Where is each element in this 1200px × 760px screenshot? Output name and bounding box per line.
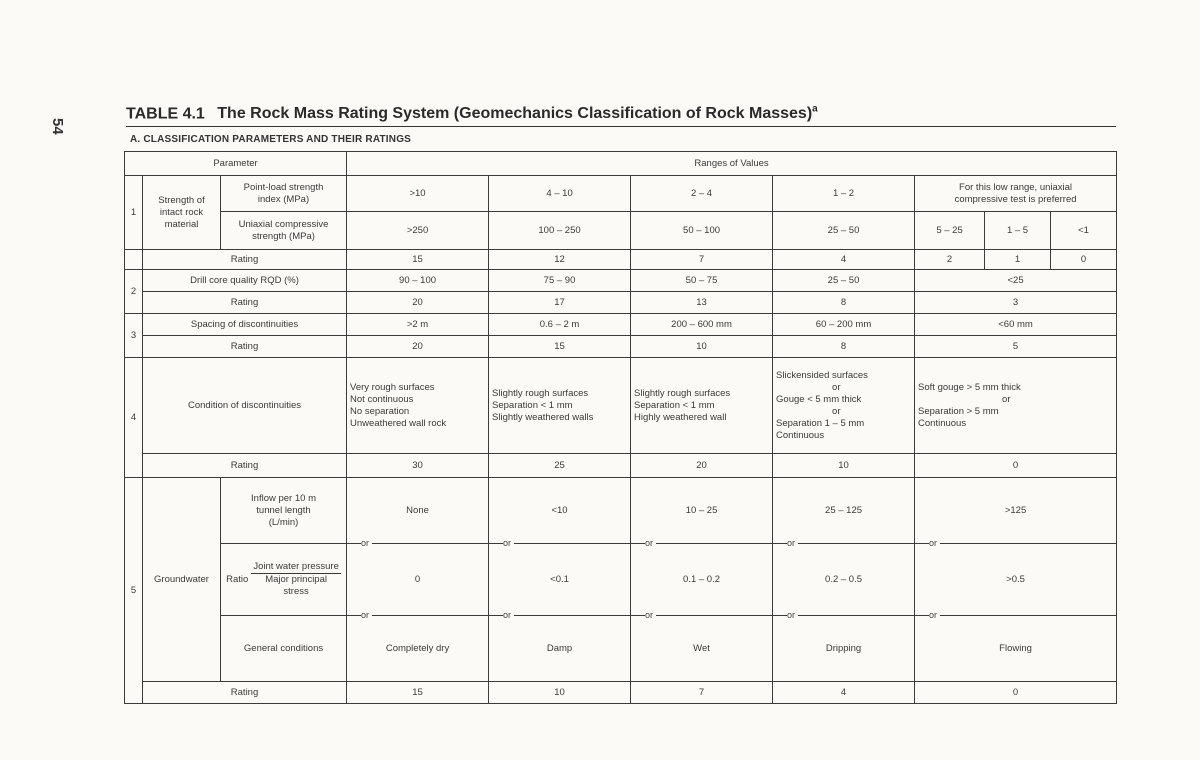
p1-ucs-value: 5 – 25 xyxy=(915,212,985,250)
p3-rating: 15 xyxy=(489,336,631,358)
label-line: (L/min) xyxy=(268,516,299,528)
p1-name-line: intact rock xyxy=(159,206,204,218)
condition-line: Separation > 5 mm xyxy=(918,405,999,417)
p5-ratio-value xyxy=(489,544,631,620)
p3-value: 200 – 600 mm xyxy=(631,314,773,336)
p5-inflow-value xyxy=(631,478,773,548)
p4-condition-1 xyxy=(347,358,489,454)
condition-line: Gouge < 5 mm thick xyxy=(776,393,862,405)
condition-line: Slightly rough surfaces xyxy=(634,387,731,399)
p1-ucs-label xyxy=(221,212,347,250)
or-label: or xyxy=(929,609,940,621)
p4-condition-3 xyxy=(631,358,773,454)
value-text: >0.5 xyxy=(1006,573,1025,585)
condition-line: Slightly weathered walls xyxy=(492,411,594,423)
p1-name-line: Strength of xyxy=(158,194,205,206)
p5-ratio-value xyxy=(347,544,489,620)
section-heading: A. CLASSIFICATION PARAMETERS AND THEIR RATINGS xyxy=(130,134,412,145)
condition-line: Slightly rough surfaces xyxy=(492,387,589,399)
p5-ratio-value xyxy=(631,544,773,620)
p3-value: 60 – 200 mm xyxy=(773,314,915,336)
p2-rating: 8 xyxy=(773,292,915,314)
or-label: or xyxy=(787,537,798,549)
condition-line: Separation < 1 mm xyxy=(492,399,573,411)
p5-rating: 7 xyxy=(631,682,773,704)
p2-rating: 20 xyxy=(347,292,489,314)
p3-name: Spacing of discontinuities xyxy=(143,314,347,336)
value-text: 0.1 – 0.2 xyxy=(683,573,721,585)
rating-label: Rating xyxy=(143,292,347,314)
value-text: 0.2 – 0.5 xyxy=(825,573,863,585)
p5-rating: 10 xyxy=(489,682,631,704)
page-number: 54 xyxy=(49,118,66,135)
p4-rating: 10 xyxy=(773,454,915,478)
table-title-text: The Rock Mass Rating System (Geomechanics Classification of Rock Masses) xyxy=(217,105,813,123)
p1-rating: 0 xyxy=(1051,250,1117,270)
condition-line: Soft gouge > 5 mm thick xyxy=(918,381,1021,393)
p4-rating: 0 xyxy=(915,454,1117,478)
label-line: Uniaxial compressive xyxy=(238,218,329,230)
p5-general-value: Damp xyxy=(489,616,631,682)
p5-number: 5 xyxy=(125,478,143,704)
p4-condition-2 xyxy=(489,358,631,454)
p2-value: <25 xyxy=(915,270,1117,292)
p1-rating: 4 xyxy=(773,250,915,270)
condition-line: Not continuous xyxy=(350,393,414,405)
header-parameter: Parameter xyxy=(125,152,347,176)
p4-number: 4 xyxy=(125,358,143,478)
or-label: or xyxy=(361,537,372,549)
p2-value: 75 – 90 xyxy=(489,270,631,292)
rating-label: Rating xyxy=(143,682,347,704)
label-line: index (MPa) xyxy=(257,193,310,205)
header-row xyxy=(125,152,1117,176)
condition-line: or xyxy=(1002,393,1011,405)
p5-rating: 0 xyxy=(915,682,1117,704)
condition-line: Continuous xyxy=(776,429,825,441)
p4-condition-5 xyxy=(915,358,1117,454)
p5-ratio-value xyxy=(773,544,915,620)
p3-rating-row xyxy=(125,336,1117,358)
or-label: or xyxy=(645,609,656,621)
rating-label: Rating xyxy=(143,336,347,358)
table-title-row xyxy=(126,104,1116,127)
p3-row xyxy=(125,314,1117,336)
p5-inflow-value xyxy=(489,478,631,548)
condition-line: Separation < 1 mm xyxy=(634,399,715,411)
condition-line: or xyxy=(832,405,841,417)
p3-rating: 20 xyxy=(347,336,489,358)
p4-rating: 30 xyxy=(347,454,489,478)
header-ranges: Ranges of Values xyxy=(347,152,1117,176)
title-footnote-marker: a xyxy=(812,104,818,115)
or-label: or xyxy=(645,537,656,549)
p5-inflow-label xyxy=(221,478,347,544)
p2-rating: 17 xyxy=(489,292,631,314)
ratio-fraction xyxy=(251,561,341,598)
ratio-word: Ratio xyxy=(226,573,249,585)
condition-line: Highly weathered wall xyxy=(634,411,727,423)
value-text: 10 – 25 xyxy=(685,504,718,516)
condition-line: Slickensided surfaces xyxy=(776,369,868,381)
p3-value: <60 mm xyxy=(915,314,1117,336)
p2-name: Drill core quality RQD (%) xyxy=(143,270,347,292)
p1-rating: 1 xyxy=(985,250,1051,270)
value-text: 25 – 125 xyxy=(825,504,863,516)
or-label: or xyxy=(503,609,514,621)
rmr-table xyxy=(124,151,1117,704)
value-text: >125 xyxy=(1004,504,1027,516)
p2-value: 50 – 75 xyxy=(631,270,773,292)
p2-number: 2 xyxy=(125,270,143,314)
p5-rating-row xyxy=(125,682,1117,704)
condition-line: or xyxy=(832,381,841,393)
p1-point-load-value: >10 xyxy=(347,176,489,212)
p3-number: 3 xyxy=(125,314,143,358)
table-label: TABLE 4.1 xyxy=(126,105,205,123)
p4-row xyxy=(125,358,1117,454)
rating-label: Rating xyxy=(143,250,347,270)
p5-general-value: Dripping xyxy=(773,616,915,682)
p5-rating: 4 xyxy=(773,682,915,704)
p5-ratio-row xyxy=(125,544,1117,616)
p1-name-line: material xyxy=(164,218,199,230)
p2-rating: 3 xyxy=(915,292,1117,314)
p5-general-value: Completely dry xyxy=(347,616,489,682)
note-line: For this low range, uniaxial xyxy=(959,181,1073,193)
p1-rating-spacer xyxy=(125,250,143,270)
p5-inflow-value xyxy=(347,478,489,548)
p5-rating: 15 xyxy=(347,682,489,704)
p2-rating: 13 xyxy=(631,292,773,314)
p3-value: >2 m xyxy=(347,314,489,336)
value-text: <0.1 xyxy=(550,573,569,585)
p5-name: Groundwater xyxy=(143,478,221,682)
p3-rating: 8 xyxy=(773,336,915,358)
ratio-expression xyxy=(226,561,341,598)
p1-number: 1 xyxy=(125,176,143,250)
p1-point-load-value: 1 – 2 xyxy=(773,176,915,212)
label-line: Inflow per 10 m xyxy=(251,492,316,504)
p4-name: Condition of discontinuities xyxy=(143,358,347,454)
p1-point-load-label xyxy=(221,176,347,212)
p1-ucs-value: <1 xyxy=(1051,212,1117,250)
p3-value: 0.6 – 2 m xyxy=(489,314,631,336)
p1-ucs-value: 50 – 100 xyxy=(631,212,773,250)
p1-ucs-value: 100 – 250 xyxy=(489,212,631,250)
denominator-line: Major principal xyxy=(265,574,327,585)
p2-row xyxy=(125,270,1117,292)
value-text: 0 xyxy=(414,573,421,585)
p1-ucs-value: 25 – 50 xyxy=(773,212,915,250)
condition-line: Unweathered wall rock xyxy=(350,417,447,429)
p1-rating: 12 xyxy=(489,250,631,270)
ratio-denominator xyxy=(265,574,327,598)
denominator-line: stress xyxy=(283,586,309,597)
note-line: compressive test is preferred xyxy=(954,193,1077,205)
p4-condition-4 xyxy=(773,358,915,454)
p1-rating: 15 xyxy=(347,250,489,270)
p5-inflow-row xyxy=(125,478,1117,544)
table-title xyxy=(217,105,817,122)
p3-rating: 5 xyxy=(915,336,1117,358)
or-label: or xyxy=(787,609,798,621)
p1-rating: 2 xyxy=(915,250,985,270)
condition-line: Continuous xyxy=(918,417,967,429)
p1-point-load-row xyxy=(125,176,1117,212)
condition-line: Separation 1 – 5 mm xyxy=(776,417,865,429)
or-label: or xyxy=(929,537,940,549)
p5-general-row xyxy=(125,616,1117,682)
value-text: None xyxy=(406,504,429,516)
label-line: tunnel length xyxy=(256,504,311,516)
p5-ratio-value xyxy=(915,544,1117,620)
p5-general-label: General conditions xyxy=(221,616,347,682)
p1-ucs-value: >250 xyxy=(347,212,489,250)
condition-line: No separation xyxy=(350,405,410,417)
p2-rating-row xyxy=(125,292,1117,314)
p2-value: 25 – 50 xyxy=(773,270,915,292)
condition-line: Very rough surfaces xyxy=(350,381,435,393)
p5-general-value: Wet xyxy=(631,616,773,682)
p1-name xyxy=(143,176,221,250)
p3-rating: 10 xyxy=(631,336,773,358)
p1-low-range-note xyxy=(915,176,1117,212)
p5-ratio-label xyxy=(221,544,347,616)
p2-value: 90 – 100 xyxy=(347,270,489,292)
value-text: <10 xyxy=(551,504,568,516)
p1-point-load-value: 4 – 10 xyxy=(489,176,631,212)
p4-rating: 20 xyxy=(631,454,773,478)
p1-ucs-value: 1 – 5 xyxy=(985,212,1051,250)
or-label: or xyxy=(503,537,514,549)
p5-inflow-value xyxy=(773,478,915,548)
rating-label: Rating xyxy=(143,454,347,478)
p1-ucs-row xyxy=(125,212,1117,250)
p1-point-load-value: 2 – 4 xyxy=(631,176,773,212)
p1-rating-row xyxy=(125,250,1117,270)
p4-rating-row xyxy=(125,454,1117,478)
label-line: Point-load strength xyxy=(243,181,324,193)
ratio-numerator: Joint water pressure xyxy=(253,561,339,572)
label-line: strength (MPa) xyxy=(252,230,315,242)
p5-inflow-value xyxy=(915,478,1117,548)
p5-general-value: Flowing xyxy=(915,616,1117,682)
p1-rating: 7 xyxy=(631,250,773,270)
p4-rating: 25 xyxy=(489,454,631,478)
or-label: or xyxy=(361,609,372,621)
